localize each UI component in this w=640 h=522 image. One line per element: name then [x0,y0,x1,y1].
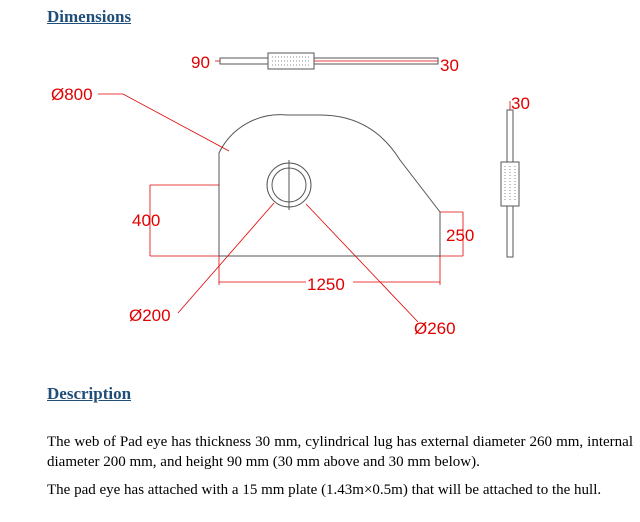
dim-260-label: Ø260 [414,319,456,338]
description-paragraph-2: The pad eye has attached with a 15 mm plate (1.43m×0.5m) that will be attached to the hull. [47,482,602,498]
dim-30-top-label: 30 [440,56,459,75]
dimensions-heading: Dimensions [47,7,132,26]
dim-90-label: 90 [191,53,210,72]
pad-eye-drawing [0,30,640,375]
pad-eye-outline [219,115,440,256]
dim-250-label: 250 [446,226,475,245]
dimension-lines [98,61,510,322]
side-view [501,110,519,257]
dim-1250-label: 1250 [307,275,345,294]
description-paragraph-1: The web of Pad eye has thickness 30 mm, cylindrical lug has external diameter 260 mm, internal diameter 200 mm, and height 90 mm (30 mm above and 30 mm below). [47,434,633,470]
dim-200-label: Ø200 [129,306,171,325]
dim-400-label: 400 [132,211,161,230]
dim-30-side-label: 30 [511,94,530,113]
dim-800-label: Ø800 [51,85,93,104]
description-heading: Description [47,384,132,403]
